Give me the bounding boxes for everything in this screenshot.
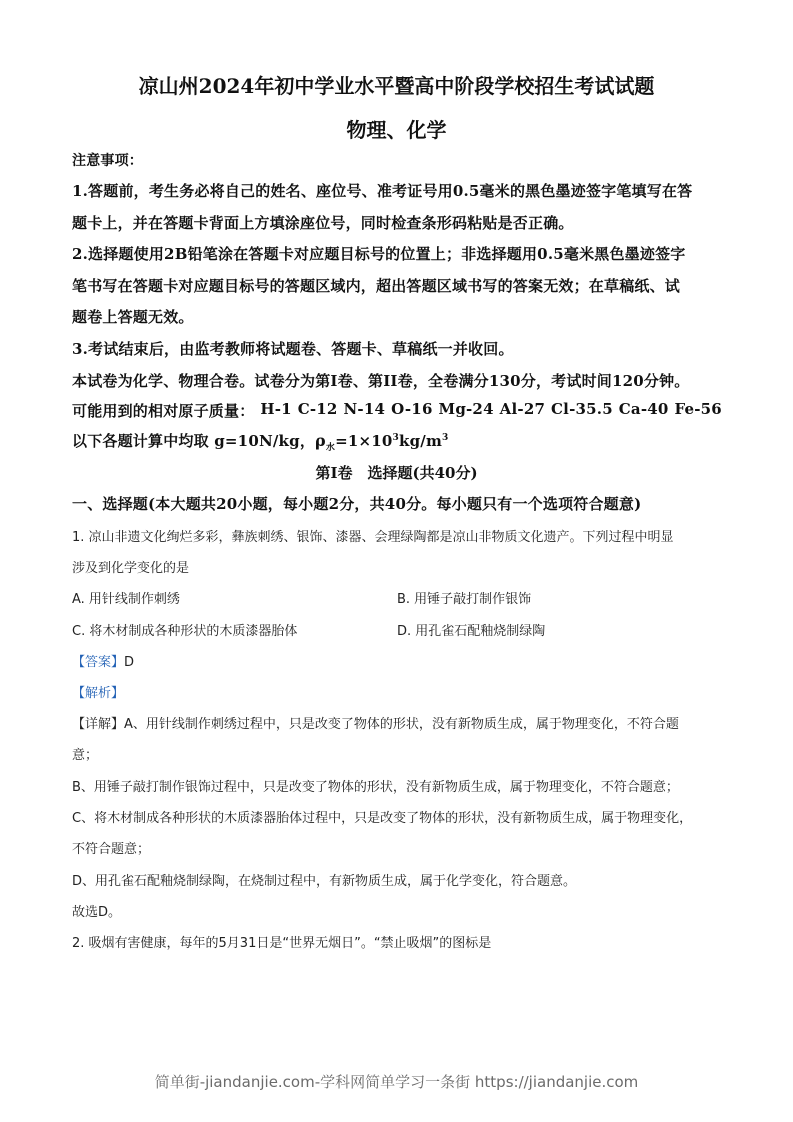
constants-line (72, 430, 449, 453)
q1-detail-line5: 不符合题意； (72, 842, 151, 857)
notice-item1-line1: 1.答题前，考生务必将自己的姓名、座位号、准考证号用0.5毫米的黑色墨迹签字笔填写在答 (72, 182, 693, 200)
notice-item2-line3: 题卷上答题无效。 (72, 308, 194, 326)
rho-symbol: ρ (315, 431, 326, 450)
atomic-mass-mg: Mg-24 (438, 400, 494, 418)
rho-subscript: 水 (325, 443, 336, 453)
constants-prefix: 以下各题计算中均取 g=10N/kg， (72, 432, 316, 450)
atomic-mass-label: 可能用到的相对原子质量： (72, 402, 255, 420)
section-title: 第I卷 选择题(共40分) (315, 464, 478, 482)
atomic-mass-ca: Ca-40 (618, 400, 669, 418)
notice-item3: 3.考试结束后，由监考教师将试题卷、答题卡、草稿纸一并收回。 (72, 340, 514, 358)
atomic-mass-row (72, 400, 722, 421)
paper-info: 本试卷为化学、物理合卷。试卷分为第I卷、第II卷，全卷满分130分，考试时间120分钟。 (72, 372, 690, 390)
q1-detail-line3: B、用锤子敲打制作银饰过程中，只是改变了物体的形状，没有新物质生成，属于物理变化，不符合题意； (72, 780, 679, 795)
q1-option-b: B. 用锤子敲打制作银饰 (397, 592, 532, 607)
atomic-mass-o: O-16 (391, 400, 433, 418)
atomic-mass-h: H-1 (260, 400, 292, 418)
footer-watermark: 简单街-jiandanjie.com-学科网简单学习一条街 https://jiandanjie.com (154, 1073, 639, 1091)
answer-tag: 【答案】 (72, 655, 125, 670)
rho-exponent: 3 (392, 433, 399, 443)
exam-title: 凉山州2024年初中学业水平暨高中阶段学校招生考试试题 (138, 74, 655, 98)
atomic-mass-c: C-12 (297, 400, 338, 418)
q1-conclusion: 故选D。 (72, 905, 122, 920)
atomic-mass-cl: Cl-35.5 (551, 400, 613, 418)
q1-detail-line1: 【详解】A、用针线制作刺绣过程中，只是改变了物体的形状，没有新物质生成，属于物理变化，不符合题 (72, 717, 679, 732)
notice-heading: 注意事项： (72, 153, 143, 169)
q1-answer (72, 651, 134, 670)
q1-detail-line4: C、将木材制成各种形状的木质漆器胎体过程中，只是改变了物体的形状，没有新物质生成，属于物理变化， (72, 811, 693, 826)
q2-stem: 2. 吸烟有害健康，每年的5月31日是“世界无烟日”。“禁止吸烟”的图标是 (72, 936, 492, 951)
q1-stem-line1: 1. 凉山非遗文化绚烂多彩，彝族刺绣、银饰、漆器、会理绿陶都是凉山非物质文化遗产。下列过程中明显 (72, 530, 674, 545)
notice-item2-line2: 笔书写在答题卡对应题目标号的答题区域内，超出答题区域书写的答案无效；在草稿纸、试 (72, 277, 681, 295)
analysis-tag: 【解析】 (72, 686, 125, 701)
part-heading: 一、选择题(本大题共20小题，每小题2分，共40分。每小题只有一个选项符合题意) (72, 495, 642, 513)
atomic-mass-al: Al-27 (499, 400, 546, 418)
q1-option-a: A. 用针线制作刺绣 (72, 592, 180, 607)
exam-subject: 物理、化学 (346, 118, 447, 142)
atomic-mass-fe: Fe-56 (674, 400, 722, 418)
q1-stem-line2: 涉及到化学变化的是 (72, 561, 190, 576)
answer-value: D (124, 655, 135, 670)
q1-detail-line6: D、用孔雀石配釉烧制绿陶，在烧制过程中，有新物质生成，属于化学变化，符合题意。 (72, 874, 577, 889)
atomic-mass-n: N-14 (343, 400, 386, 418)
rho-unit: kg/m (399, 432, 443, 450)
notice-item1-line2: 题卡上，并在答题卡背面上方填涂座位号，同时检查条形码粘贴是否正确。 (72, 214, 574, 232)
rho-unit-exponent: 3 (442, 433, 449, 443)
rho-value: =1×10 (335, 432, 393, 450)
q1-option-d: D. 用孔雀石配釉烧制绿陶 (397, 624, 546, 639)
q1-detail-line2: 意； (72, 748, 99, 763)
q1-option-c: C. 将木材制成各种形状的木质漆器胎体 (72, 624, 298, 639)
notice-item2-line1: 2.选择题使用2B铅笔涂在答题卡对应题目标号的位置上；非选择题用0.5毫米黑色墨迹签字 (72, 245, 686, 263)
